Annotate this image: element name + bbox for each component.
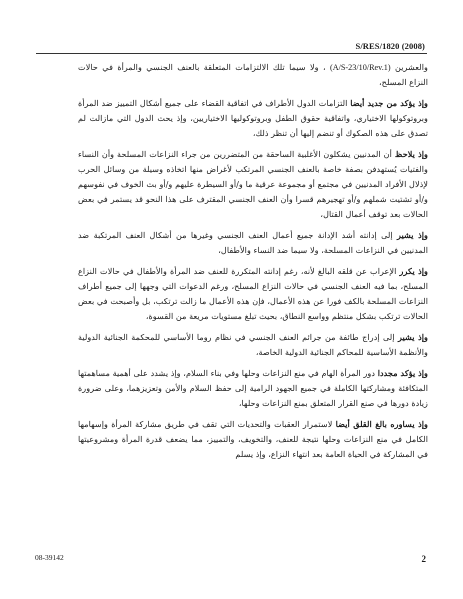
paragraph-lead: وإذ يكرر <box>399 266 429 276</box>
paragraph-2 <box>78 96 428 141</box>
paragraph-3 <box>78 147 428 222</box>
paragraph-text: ، ولا سيما تلك الالتزامات المتعلقة بالعنف الجنسي والمرأة في حالات النزاع المسلح، <box>78 62 428 87</box>
paragraph-7 <box>78 366 428 411</box>
paragraph-text: إلى إدانته أشد الإدانة جميع أعمال العنف الجنسي وغيرها من أشكال العنف المرتكبة ضد المدنيين في النزاعات المسلحة، ولا سيما ضد النساء والأطفال، <box>78 230 428 255</box>
paragraph-text-prefix: والعشرين <box>394 62 428 72</box>
document-reference: (A/S-23/10/Rev.1) <box>329 63 391 72</box>
paragraph-lead: وإذ يؤكد مجددا <box>377 368 429 378</box>
document-body <box>78 60 428 468</box>
paragraph-text: إلى إدراج طائفة من جرائم العنف الجنسي في نظام روما الأساسي للمحكمة الجنائية الدولية والأنظمة الأساسية للمحاكم الجنائية الدولية الخاصة، <box>78 332 428 357</box>
paragraph-lead: وإذ يساوره بالغ القلق أيضا <box>335 419 428 429</box>
paragraph-text: دور المرأة الهام في منع النزاعات وحلها وفي بناء السلام، وإذ يشدد على أهمية مساهمتها المتكافئة ومشاركتها الكاملة في جميع الجهود الرامية إلى حفظ السلام والأمن وتعزيزهما، وعلى ضرورة زيادة دورها في صنع القرار المتعلق بمنع النزاعات وحلها، <box>78 368 428 408</box>
paragraph-text: الإعراب عن قلقه البالغ لأنه، رغم إدانته المتكررة للعنف ضد المرأة والأطفال في حالات النزاع المسلح، بما فيه العنف الجنسي في حالات النزاع المسلح، ورغم الدعوات التي وجهها إلى جميع أطراف النزاعات المسلحة بالكف فورا عن هذه الأعمال، فإن هذه الأعمال ما زالت ترتكب، بل وأصبحت في بعض الحالات ترتكب بشكل منتظم وواسع النطاق، بحيث تبلغ مستويات مريعة من القسوة، <box>78 266 428 321</box>
paragraph-1 <box>78 60 428 90</box>
paragraph-lead: وإذ يشير <box>397 230 429 240</box>
paragraph-text: التزامات الدول الأطراف في اتفاقية القضاء على جميع أشكال التمييز ضد المرأة وبروتوكولها الاختياري، واتفاقية حقوق الطفل وبروتوكوليها الاختياريين، وإذ يحث الدول التي مازالت لم تصدق على هذه الصكوك أو تنضم إليها أن تنظر ذلك، <box>78 98 428 138</box>
paragraph-text: لاستمرار العقبات والتحديات التي تقف في طريق مشاركة المرأة وإسهامها الكامل في منع النزاعات وحلها نتيجة للعنف، والتخويف، والتمييز، مما يضعف قدرة المرأة ومشروعيتها في المشاركة في الحياة العامة بعد انتهاء النزاع، وإذ يسلم <box>78 419 428 459</box>
paragraph-lead: وإذ يؤكد من جديد أيضا <box>350 98 428 108</box>
page-number: 2 <box>421 554 426 564</box>
paragraph-8 <box>78 417 428 462</box>
document-symbol: S/RES/1820 (2008) <box>355 41 425 51</box>
paragraph-4 <box>78 228 428 258</box>
paragraph-6 <box>78 330 428 360</box>
paragraph-text: أن المدنيين يشكلون الأغلبية الساحقة من المتضررين من جراء النزاعات المسلحة وأن النساء والفتيات يُستهدفن بصفة خاصة بالعنف الجنسي المرتكب لأغراض منها اتخاذه وسيلة من وسائل الحرب لإذلال الأفراد المدنيين في مجتمع أو مجموعة عرقية ما و/أو السيطرة عليهم و/أو بث الخوف في نفوسهم و/أو تشتيت شملهم و/أو تهجيرهم قسرا وأن العنف الجنسي المقترف على هذا النحو قد يستمر في بعض الحالات بعد توقف أعمال القتال، <box>78 149 428 219</box>
header-divider <box>36 53 427 54</box>
paragraph-lead: وإذ يلاحظ <box>394 149 428 159</box>
paragraph-5 <box>78 264 428 324</box>
paragraph-lead: وإذ يشير <box>397 332 429 342</box>
document-number: 08-39142 <box>35 553 64 562</box>
